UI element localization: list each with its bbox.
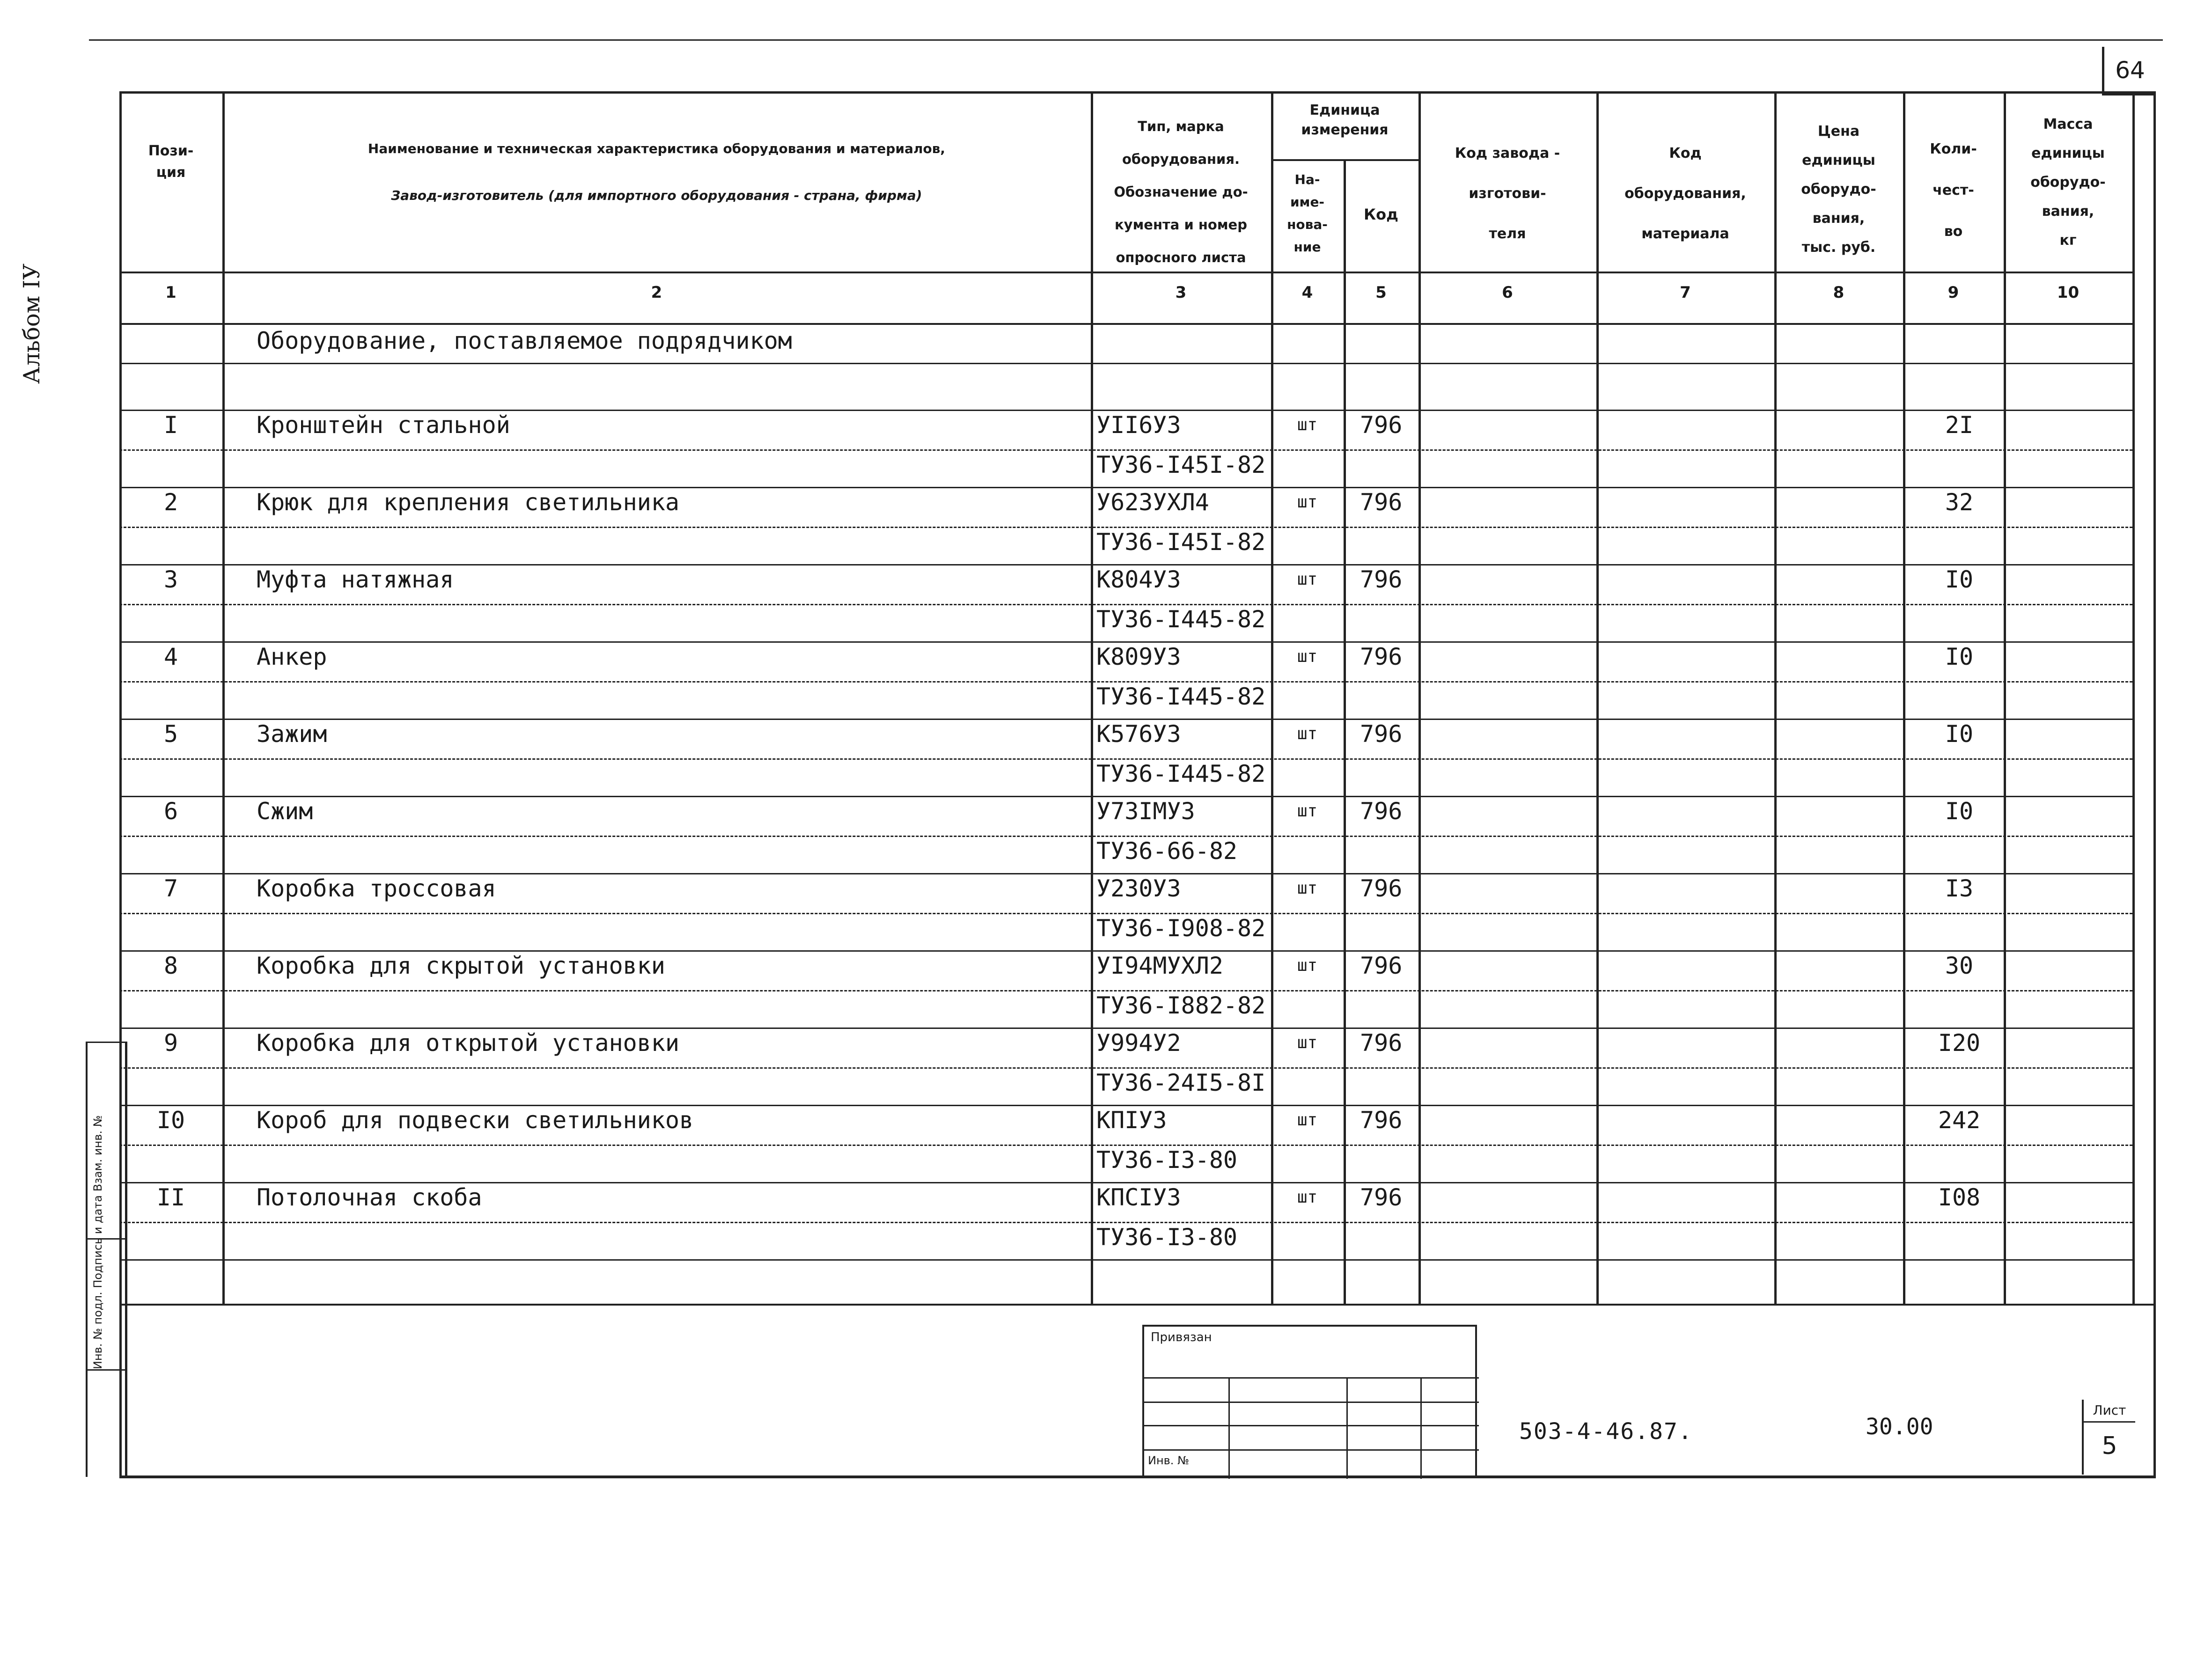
col-num-2: 2 xyxy=(651,283,662,302)
row-1-pos: I xyxy=(163,411,178,439)
row-10-type: КПIУ3 xyxy=(1096,1107,1167,1134)
col-num-3: 3 xyxy=(1175,283,1187,302)
row-7-doc: ТУ36-I908-82 xyxy=(1096,915,1266,942)
row-7-pos: 7 xyxy=(163,875,178,902)
row-1-type: УII6У3 xyxy=(1096,411,1181,439)
row-7-type: У230У3 xyxy=(1096,875,1181,902)
row-2-unit: шт xyxy=(1297,492,1318,512)
row-8-name: Коробка для скрытой установки xyxy=(257,952,665,979)
row-10-qty: 242 xyxy=(1938,1107,1981,1134)
row-5-pos: 5 xyxy=(163,720,178,748)
row-11-pos: II xyxy=(156,1184,185,1211)
header-unit-code: Код xyxy=(1364,206,1398,223)
sheet-label: Лист xyxy=(2084,1400,2135,1423)
row-3-code: 796 xyxy=(1360,566,1403,593)
row-4-code: 796 xyxy=(1360,643,1403,670)
row-9-pos: 9 xyxy=(163,1029,178,1057)
row-4-unit: шт xyxy=(1297,647,1318,666)
row-7-name: Коробка троссовая xyxy=(257,875,496,902)
row-10-pos: I0 xyxy=(156,1107,185,1134)
header-equipment-code: Код оборудования, материала xyxy=(1624,145,1746,242)
row-6-code: 796 xyxy=(1360,798,1403,825)
row-1-unit: шт xyxy=(1297,415,1318,434)
row-2-code: 796 xyxy=(1360,489,1403,516)
row-4-pos: 4 xyxy=(163,643,178,670)
col-num-5: 5 xyxy=(1375,283,1387,302)
row-5-name: Зажим xyxy=(257,720,327,748)
document-suffix: 30.00 xyxy=(1866,1414,1933,1440)
row-5-type: К576У3 xyxy=(1096,720,1181,748)
row-8-pos: 8 xyxy=(163,952,178,979)
row-4-doc: ТУ36-I445-82 xyxy=(1096,683,1266,710)
sheet-number-box xyxy=(2102,47,2156,95)
sheet-value: 5 xyxy=(2102,1432,2117,1460)
header-mass: Масса единицы оборудо- вания, кг xyxy=(2030,116,2106,249)
col-num-1: 1 xyxy=(165,283,176,302)
row-9-code: 796 xyxy=(1360,1029,1403,1057)
row-3-type: К804У3 xyxy=(1096,566,1181,593)
header-plant-code: Код завода - изготови- теля xyxy=(1455,145,1560,242)
header-position: Пози- ция xyxy=(148,143,194,181)
col-num-6: 6 xyxy=(1502,283,1513,302)
binding-label: Привязан xyxy=(1151,1330,1212,1344)
row-2-pos: 2 xyxy=(163,489,178,516)
row-4-name: Анкер xyxy=(257,643,327,670)
row-10-unit: шт xyxy=(1297,1110,1318,1130)
row-6-qty: I0 xyxy=(1945,798,1974,825)
row-7-code: 796 xyxy=(1360,875,1403,902)
binding-stamp xyxy=(1142,1325,1477,1477)
row-9-unit: шт xyxy=(1297,1033,1318,1052)
row-11-qty: I08 xyxy=(1938,1184,1981,1211)
row-8-unit: шт xyxy=(1297,956,1318,975)
header-quantity: Коли- чест- во xyxy=(1930,141,1977,240)
row-5-doc: ТУ36-I445-82 xyxy=(1096,760,1266,787)
col-num-9: 9 xyxy=(1947,283,1959,302)
document-code: 503-4-46.87. xyxy=(1519,1418,1693,1445)
row-6-name: Сжим xyxy=(257,798,313,825)
row-2-doc: ТУ36-I45I-82 xyxy=(1096,529,1266,556)
row-6-type: У73IМУ3 xyxy=(1096,798,1195,825)
row-3-doc: ТУ36-I445-82 xyxy=(1096,606,1266,633)
header-name-line2: Завод-изготовитель (для импортного оборудования - страна, фирма) xyxy=(391,188,922,203)
col-num-4: 4 xyxy=(1301,283,1313,302)
row-9-qty: I20 xyxy=(1938,1029,1981,1057)
row-1-qty: 2I xyxy=(1945,411,1974,439)
header-name-line1: Наименование и техническая характеристика оборудования и материалов, xyxy=(367,141,946,156)
row-10-code: 796 xyxy=(1360,1107,1403,1134)
row-9-name: Коробка для открытой установки xyxy=(257,1029,680,1057)
row-8-doc: ТУ36-I882-82 xyxy=(1096,992,1266,1019)
col-num-10: 10 xyxy=(2057,283,2080,302)
row-1-code: 796 xyxy=(1360,411,1403,439)
row-3-name: Муфта натяжная xyxy=(257,566,454,593)
row-2-qty: 32 xyxy=(1945,489,1974,516)
row-10-doc: ТУ36-I3-80 xyxy=(1096,1146,1238,1174)
row-5-qty: I0 xyxy=(1945,720,1974,748)
sheet-number: 64 xyxy=(2115,57,2145,84)
row-11-name: Потолочная скоба xyxy=(257,1184,482,1211)
row-8-type: УI94МУХЛ2 xyxy=(1096,952,1223,979)
row-6-doc: ТУ36-66-82 xyxy=(1096,837,1238,865)
header-unit-group: Единица измерения xyxy=(1301,102,1389,138)
col-num-7: 7 xyxy=(1680,283,1691,302)
row-11-doc: ТУ36-I3-80 xyxy=(1096,1224,1238,1251)
sheet-box xyxy=(2082,1400,2135,1475)
row-3-qty: I0 xyxy=(1945,566,1974,593)
header-unit-name: На- име- нова- ние xyxy=(1287,172,1328,255)
section-title: Оборудование, поставляемое подрядчиком xyxy=(257,327,792,354)
col-num-8: 8 xyxy=(1833,283,1845,302)
row-3-pos: 3 xyxy=(163,566,178,593)
row-1-name: Кронштейн стальной xyxy=(257,411,510,439)
row-10-name: Короб для подвески светильников xyxy=(257,1107,694,1134)
row-7-qty: I3 xyxy=(1945,875,1974,902)
row-3-unit: шт xyxy=(1297,570,1318,589)
row-6-unit: шт xyxy=(1297,801,1318,821)
side-stamp-text: Инв. № подл. Подпись и дата Взам. инв. № xyxy=(91,1115,104,1369)
row-8-qty: 30 xyxy=(1945,952,1974,979)
row-11-code: 796 xyxy=(1360,1184,1403,1211)
row-8-code: 796 xyxy=(1360,952,1403,979)
row-9-type: У994У2 xyxy=(1096,1029,1181,1057)
inv-label: Инв. № xyxy=(1148,1454,1190,1467)
album-label: Альбом IУ xyxy=(19,263,45,384)
row-4-type: К809У3 xyxy=(1096,643,1181,670)
row-2-type: У623УХЛ4 xyxy=(1096,489,1209,516)
row-5-unit: шт xyxy=(1297,724,1318,743)
row-11-unit: шт xyxy=(1297,1188,1318,1207)
row-7-unit: шт xyxy=(1297,879,1318,898)
header-price: Цена единицы оборудо- вания, тыс. руб. xyxy=(1801,123,1876,256)
row-11-type: КПСIУ3 xyxy=(1096,1184,1181,1211)
header-type: Тип, марка оборудования. Обозначение до- кумента и номер опросного листа xyxy=(1114,118,1248,265)
row-1-doc: ТУ36-I45I-82 xyxy=(1096,451,1266,478)
row-2-name: Крюк для крепления светильника xyxy=(257,489,680,516)
row-4-qty: I0 xyxy=(1945,643,1974,670)
row-6-pos: 6 xyxy=(163,798,178,825)
row-5-code: 796 xyxy=(1360,720,1403,748)
row-9-doc: ТУ36-24I5-8I xyxy=(1096,1069,1266,1096)
